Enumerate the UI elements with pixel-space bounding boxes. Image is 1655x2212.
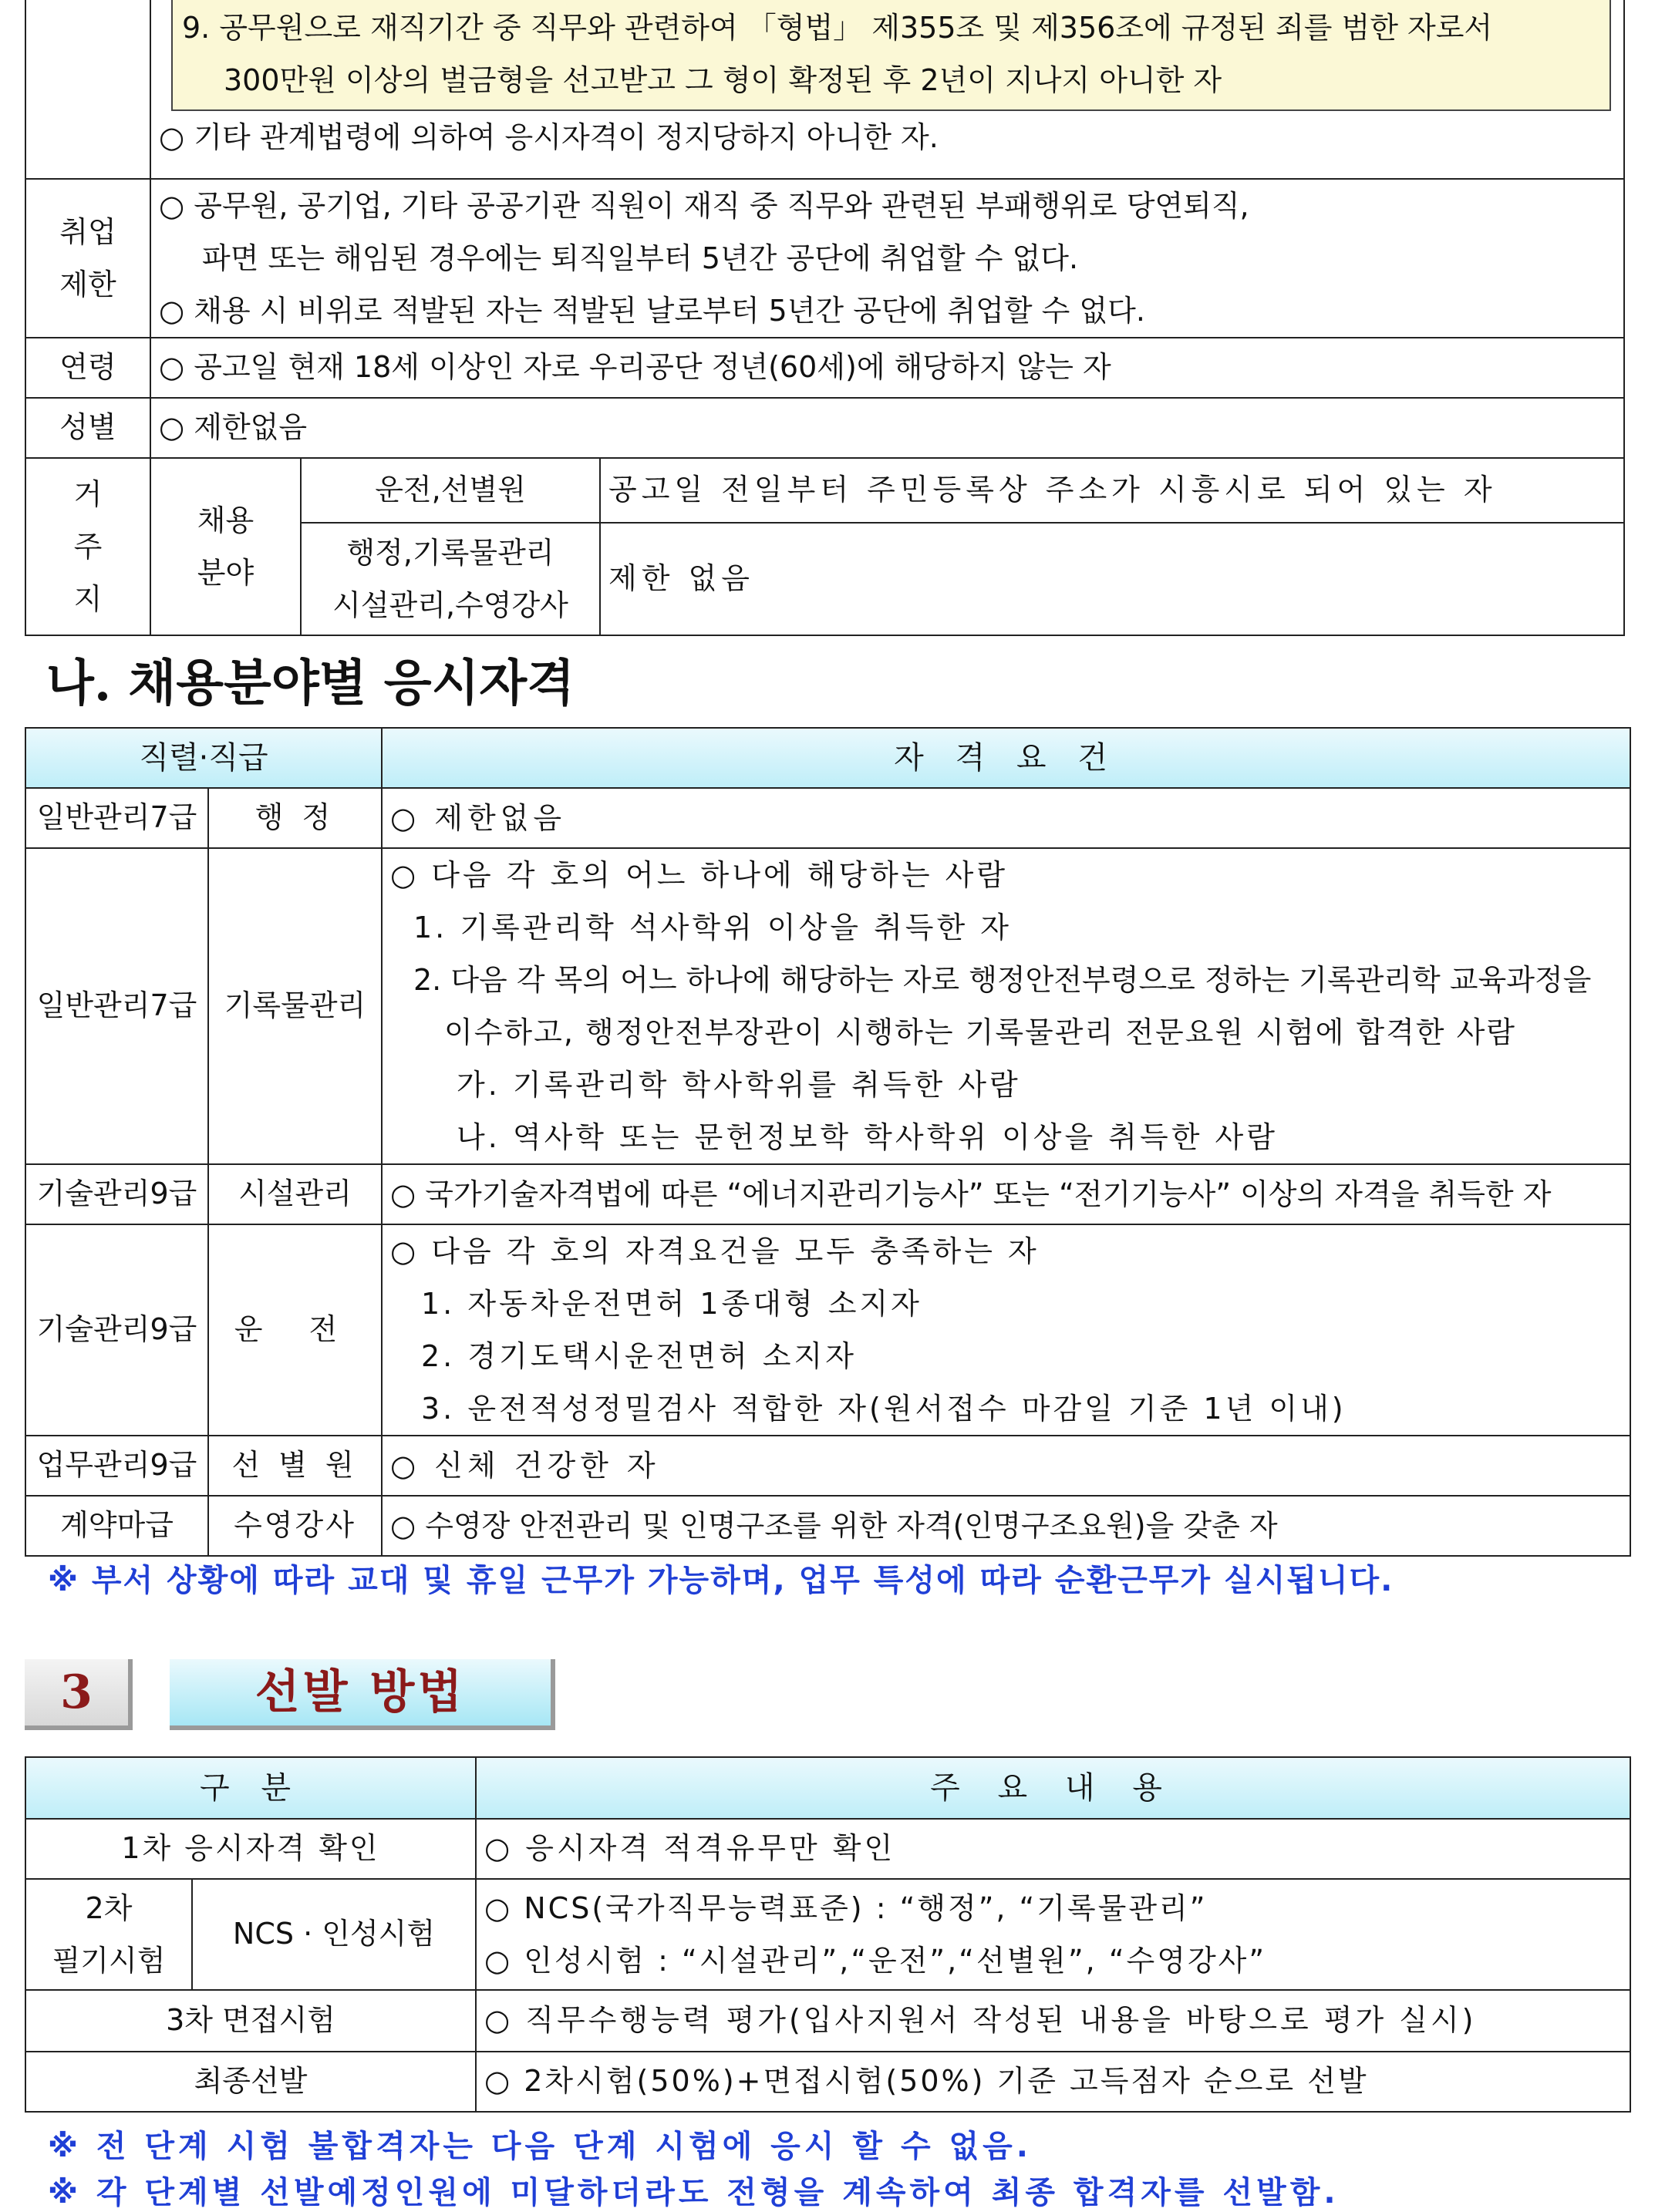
table-row: [25, 1224, 1630, 1436]
section-title: 선발 방법: [170, 1659, 555, 1730]
sub-category-cell: NCS · 인성시험: [192, 1879, 476, 1990]
qualification-table: [25, 727, 1631, 1557]
table-row: [25, 788, 1630, 848]
field-cell: 행 정: [208, 788, 382, 848]
table-row: [25, 1819, 1630, 1879]
age-label: 연령: [25, 338, 150, 398]
eligibility-table: [25, 0, 1625, 636]
table-row: [25, 338, 1624, 398]
table-row: [25, 1496, 1630, 1556]
category-cell: 최종선발: [25, 2052, 476, 2112]
residence-text: 제한 없음: [600, 523, 1624, 635]
note-bottom: ※ 각 단계별 선발예정인원에 미달하더라도 전형을 계속하여 최종 합격자를 선발함.: [48, 2175, 1340, 2210]
table-row: [25, 1436, 1630, 1496]
requirement-cell: ○ 다음 각 호의 자격요건을 모두 충족하는 자 1. 자동차운전면허 1종대형 소지자 2. 경기도택시운전면허 소지자 3. 운전적성정밀검사 적합한 자(원서접수 마감일 기준 1년 이내): [382, 1224, 1630, 1436]
age-text: ○ 공고일 현재 18세 이상인 자로 우리공단 정년(60세)에 해당하지 않는 자: [150, 338, 1624, 398]
note-rotation: ※ 부서 상황에 따라 교대 및 휴일 근무가 가능하며, 업무 특성에 따라 순환근무가 실시됩니다.: [48, 1563, 1394, 1598]
section-number-badge: 3: [25, 1659, 133, 1730]
grade-cell: 일반관리7급: [25, 788, 208, 848]
category-cell: 3차 면접시험: [25, 1990, 476, 2052]
gender-label: 성별: [25, 398, 150, 458]
header-content: 주 요 내 용: [476, 1757, 1630, 1819]
header-position: 직렬·직급: [25, 728, 382, 788]
table-row: [25, 398, 1624, 458]
grade-cell: 기술관리9급: [25, 1224, 208, 1436]
field-cell: 기록물관리: [208, 848, 382, 1164]
grade-cell: 계약마급: [25, 1496, 208, 1556]
category-cell: 1차 응시자격 확인: [25, 1819, 476, 1879]
field-label: 채용 분야: [150, 458, 301, 635]
clause-line: 300만원 이상의 벌금형을 선고받고 그 형이 확정된 후 2년이 지나지 아니한 자: [224, 63, 1222, 97]
field-cell: 운 전: [208, 1224, 382, 1436]
grade-cell: 일반관리7급: [25, 848, 208, 1164]
gender-text: ○ 제한없음: [150, 398, 1624, 458]
grade-cell: 기술관리9급: [25, 1164, 208, 1224]
field-cell: 선 별 원: [208, 1436, 382, 1496]
table-row: [25, 848, 1630, 1164]
field-name: 행정,기록물관리 시설관리,수영강사: [301, 523, 600, 635]
field-name: 운전,선별원: [301, 458, 600, 523]
section-b-heading: 나. 채용분야별 응시자격: [46, 655, 575, 712]
requirement-cell: ○ 신체 건강한 자: [382, 1436, 1630, 1496]
table-row: [25, 0, 1624, 179]
requirement-cell: ○ 국가기술자격법에 따른 “에너지관리기능사” 또는 “전기기능사” 이상의 자격을 취득한 자: [382, 1164, 1630, 1224]
requirement-cell: ○ 수영장 안전관리 및 인명구조를 위한 자격(인명구조요원)을 갖춘 자: [382, 1496, 1630, 1556]
field-cell: 시설관리: [208, 1164, 382, 1224]
selection-method-table: [25, 1756, 1631, 2113]
content-cell: ○ 2차시험(50%)+면접시험(50%) 기준 고득점자 순으로 선발: [476, 2052, 1630, 2112]
category-cell: 2차 필기시험: [25, 1879, 192, 1990]
table-row: [25, 1879, 1630, 1990]
table-row: [25, 458, 1624, 523]
clause-line: 9. 공무원으로 재직기간 중 직무와 관련하여 「형법」 제355조 및 제356조에 규정된 죄를 범한 자로서: [182, 11, 1493, 45]
requirement-cell: ○ 제한없음: [382, 788, 1630, 848]
note-bottom: ※ 전 단계 시험 불합격자는 다음 단계 시험에 응시 할 수 없음.: [48, 2129, 1032, 2164]
field-cell: 수영강사: [208, 1496, 382, 1556]
highlighted-clause: [171, 0, 1611, 111]
content-cell: ○ 응시자격 적격유무만 확인: [476, 1819, 1630, 1879]
header-category: 구 분: [25, 1757, 476, 1819]
grade-cell: 업무관리9급: [25, 1436, 208, 1496]
other-law-text: ○ 기타 관계법령에 의하여 응시자격이 정지당하지 아니한 자.: [159, 120, 939, 154]
table-header: [25, 1757, 1630, 1819]
requirement-cell: ○ 다음 각 호의 어느 하나에 해당하는 사람 1. 기록관리학 석사학위 이상을 취득한 자 2. 다음 각 목의 어느 하나에 해당하는 자로 행정안전부령으로 정하는 기록관리학 교육과정을 이수하고, 행정안전부장관이 시행하는 기록물관리 전문요원 시험에 합격한 사람 가. 기록관리학 학사학위를 취득한 사람 나. 역사학 또는 문헌정보학 학사학위 이상을 취득한 사람: [382, 848, 1630, 1164]
header-requirement: 자 격 요 건: [382, 728, 1630, 788]
table-header: [25, 728, 1630, 788]
content-cell: ○ NCS(국가직무능력표준) : “행정”, “기록물관리” ○ 인성시험 : “시설관리”,“운전”,“선별원”, “수영강사”: [476, 1879, 1630, 1990]
table-row: [25, 179, 1624, 338]
table-row: [25, 1990, 1630, 2052]
residence-label: 거 주 지: [25, 458, 150, 635]
table-row: [25, 1164, 1630, 1224]
content-cell: ○ 직무수행능력 평가(입사지원서 작성된 내용을 바탕으로 평가 실시): [476, 1990, 1630, 2052]
employment-limit-text: ○ 공무원, 공기업, 기타 공공기관 직원이 재직 중 직무와 관련된 부패행위로 당연퇴직, 파면 또는 해임된 경우에는 퇴직일부터 5년간 공단에 취업할 수 없다. ○ 채용 시 비위로 적발된 자는 적발된 날로부터 5년간 공단에 취업할 수 없다.: [150, 179, 1624, 338]
residence-text: 공고일 전일부터 주민등록상 주소가 시흥시로 되어 있는 자: [600, 458, 1624, 523]
employment-limit-label: 취업 제한: [25, 179, 150, 338]
table-row: [25, 2052, 1630, 2112]
